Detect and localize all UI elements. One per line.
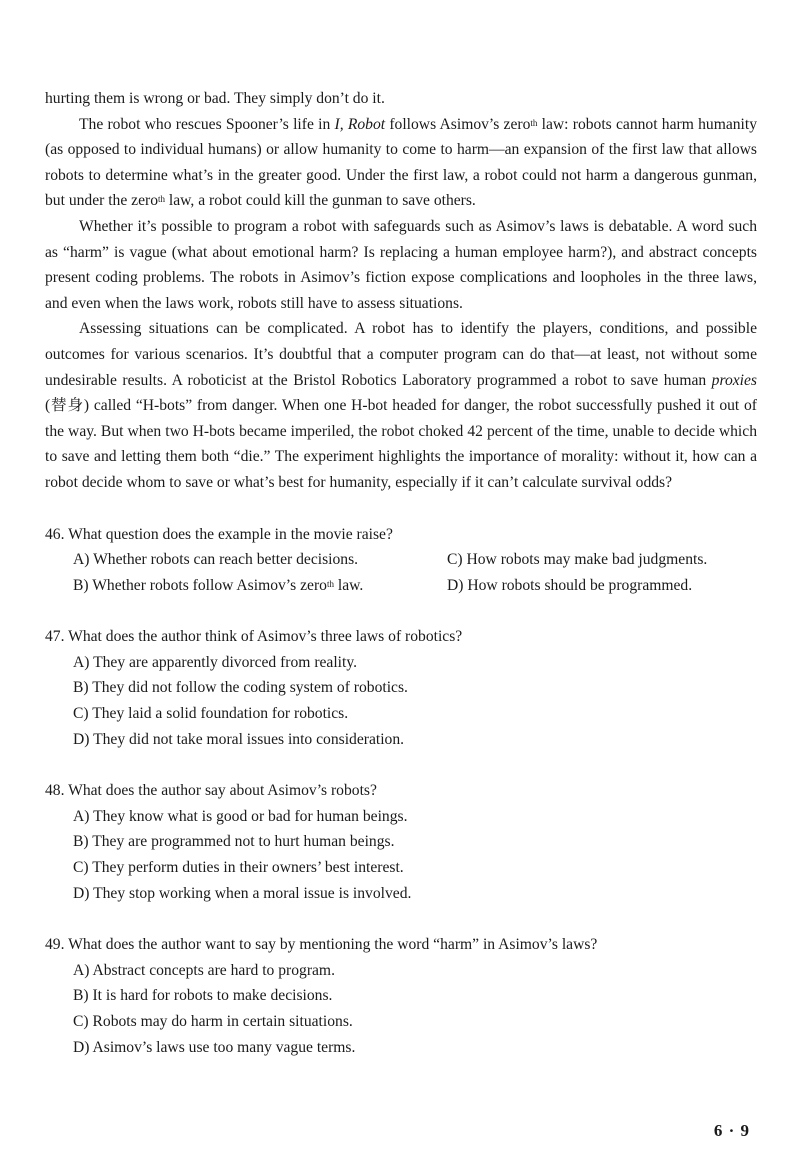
question-47 — [45, 624, 757, 752]
option-b: B) It is hard for robots to make decisions. — [73, 987, 333, 1005]
movie-title: I, Robot — [334, 115, 386, 133]
passage-paragraph-4: Assessing situations can be complicated. A robot has to identify the players, conditions, and possible outcomes for various scenarios. It’s doubtful that a computer program can do that—at least, not without some undesirable results. A roboticist at the Bristol Robotics Laboratory programmed a robot to save human proxies (替身) called “H-bots” from danger. When one H-bot headed for danger, the robot successfully pushed it out of the way. But when two H-bots became imperiled, the robot choked 42 percent of the time, unable to decide which to save and letting them both “die.” The experiment highlights the importance of morality: without it, how can a robot decide whom to save or what’s best for humanity, especially if it can’t calculate survival odds? — [45, 320, 757, 491]
question-49 — [45, 932, 757, 1060]
option-b: B) They are programmed not to hurt human beings. — [73, 833, 395, 851]
exam-page — [45, 86, 757, 1060]
passage-paragraph-2: The robot who rescues Spooner’s life in I, Robot follows Asimov’s zero$^{th}$ law: robots cannot harm humanity (as opposed to individual humans) or allow humanity to come to harm—an expansion of the first law that allows robots to determine what’s in the greater good. Under the first law, a robot could not harm a dangerous gunman, but under the zero$^{th}$ law, a robot could kill the gunman to save others. — [45, 115, 758, 210]
option-row — [45, 547, 757, 573]
passage-paragraph-1: hurting them is wrong or bad. They simply don’t do it. — [45, 90, 385, 107]
passage-paragraph-3: Whether it’s possible to program a robot with safeguards such as Asimov’s laws is debatable. A word such as “harm” is vague (what about emotional harm? Is replacing a human employee harm?), and abstract concepts present coding problems. The robots in Asimov’s fiction expose complications and loopholes in the three laws, and even when the laws work, robots still have to assess situations. — [45, 217, 757, 312]
option-a: A) They know what is good or bad for human beings. — [73, 807, 408, 825]
proxies-term: proxies — [711, 371, 757, 389]
option-a: A) Abstract concepts are hard to program. — [73, 961, 335, 979]
question-46 — [45, 522, 757, 599]
question-stem: 48. What does the author say about Asimov’s robots? — [45, 782, 377, 800]
option-c: C) They perform duties in their owners’ best interest. — [73, 859, 404, 877]
option-a: A) Whether robots can reach better decisions. — [73, 551, 359, 569]
option-a: A) They are apparently divorced from reality. — [73, 653, 358, 671]
option-c: C) Robots may do harm in certain situations. — [73, 1013, 353, 1030]
option-d: D) They stop working when a moral issue is involved. — [73, 884, 412, 902]
option-b: B) They did not follow the coding system of robotics. — [73, 679, 408, 697]
question-48 — [45, 778, 757, 906]
option-b: B) Whether robots follow Asimov’s zero$^{th}$ law. — [73, 576, 364, 594]
page-number: 6 · 9 — [713, 1121, 750, 1140]
question-stem: 47. What does the author think of Asimov’s three laws of robotics? — [45, 628, 463, 646]
option-row — [45, 573, 757, 599]
option-d: D) Asimov’s laws use too many vague terms. — [73, 1038, 356, 1056]
option-c: C) How robots may make bad judgments. — [447, 551, 708, 569]
option-d: D) How robots should be programmed. — [447, 576, 693, 594]
option-d: D) They did not take moral issues into consideration. — [73, 730, 405, 748]
question-stem: 49. What does the author want to say by mentioning the word “harm” in Asimov’s laws? — [45, 936, 598, 954]
question-stem: 46. What question does the example in the movie raise? — [45, 525, 393, 543]
option-c: C) They laid a solid foundation for robotics. — [73, 705, 349, 723]
